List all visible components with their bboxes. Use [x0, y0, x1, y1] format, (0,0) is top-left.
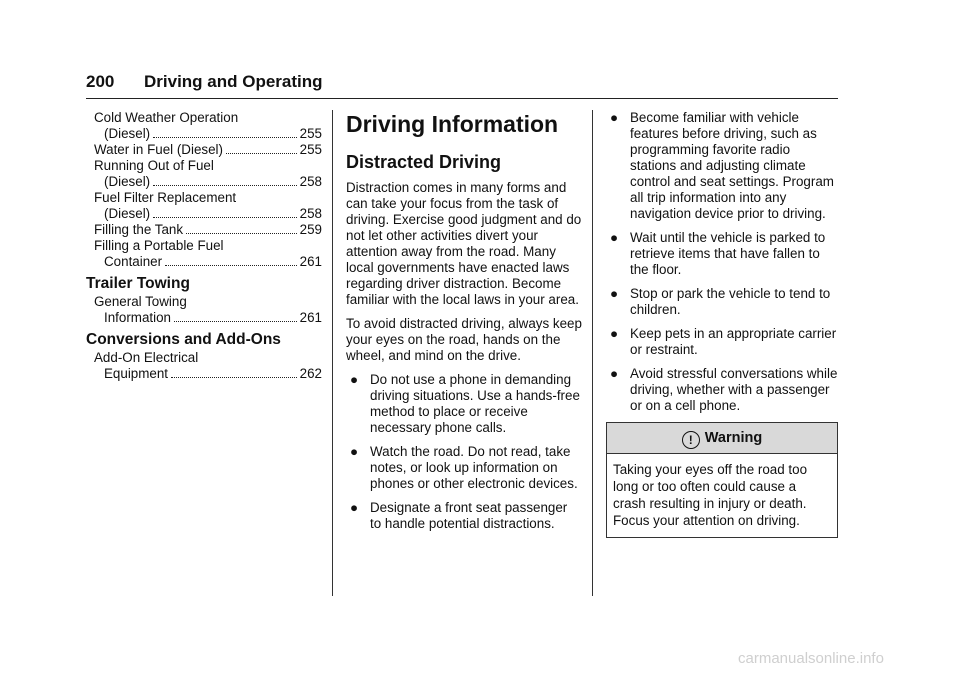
toc-column [86, 110, 322, 382]
toc-list [86, 350, 322, 382]
toc-entry-title: (Diesel) [104, 126, 151, 141]
bullet-text: Wait until the vehicle is parked to retrieve items that have fallen to the floor. [630, 230, 826, 277]
toc-entry-row [104, 254, 322, 270]
toc-entry-row [104, 206, 322, 222]
toc-heading-conversions: Conversions and Add-Ons [86, 331, 281, 348]
toc-entry-title: Water in Fuel (Diesel) [94, 142, 223, 157]
toc-entry-row [104, 126, 322, 142]
toc-entry-title: (Diesel) [104, 206, 151, 221]
toc-leader-dots [171, 377, 297, 378]
toc-page-number: 255 [299, 142, 322, 157]
toc-heading-trailer-towing: Trailer Towing [86, 275, 190, 292]
bullet-icon: ● [350, 500, 359, 515]
toc-page-number: 258 [299, 174, 322, 189]
warning-header [607, 423, 837, 454]
bullet-item [606, 366, 838, 414]
bullet-text: Designate a front seat passenger to handle potential distractions. [370, 500, 568, 531]
toc-entry-group [86, 350, 322, 382]
bullet-text: Keep pets in an appropriate carrier or restraint. [630, 326, 837, 357]
toc-page-number: 261 [299, 310, 322, 325]
toc-leader-dots [153, 185, 297, 186]
toc-entry-row [94, 142, 322, 158]
bullet-list [346, 372, 582, 532]
toc-entry-title: Filling the Tank [94, 222, 184, 237]
sub-heading: Distracted Driving [346, 152, 502, 172]
watermark: carmanualsonline.info [738, 650, 884, 667]
toc-entry-group [86, 222, 322, 238]
bullet-item [606, 230, 838, 278]
toc-page-number: 261 [299, 254, 322, 269]
toc-entry-group [86, 142, 322, 158]
toc-list [86, 294, 322, 326]
toc-leader-dots [226, 153, 297, 154]
toc-entry-title: Cold Weather Operation [94, 110, 239, 125]
body-paragraph: To avoid distracted driving, always keep your eyes on the road, hands on the wheel, and mind on the drive. [346, 316, 582, 363]
toc-page-number: 258 [299, 206, 322, 221]
bullet-icon: ● [610, 230, 619, 245]
warning-circle-icon: ! [682, 431, 700, 449]
toc-entry-title: Equipment [104, 366, 169, 381]
toc-entry-group [86, 238, 322, 270]
bullet-text: Become familiar with vehicle features before driving, such as programming favorite radio stations and adjusting climate control and seat settings. Program all trip information into any navigation device prior to driving. [630, 110, 834, 221]
main-heading: Driving Information [346, 111, 559, 137]
bullet-icon: ● [350, 372, 359, 387]
bullet-text: Do not use a phone in demanding driving situations. Use a hands-free method to place or receive necessary phone calls. [370, 372, 580, 435]
bullet-text: Avoid stressful conversations while driving, whether with a passenger or on a cell phone. [630, 366, 838, 413]
page-header [86, 70, 838, 98]
warning-body: Taking your eyes off the road too long or too often could cause a crash resulting in injury or death. Focus your attention on driving. [613, 462, 808, 528]
bullet-text: Watch the road. Do not read, take notes, or look up information on phones or other electronic devices. [370, 444, 578, 491]
warning-title: Warning [704, 430, 763, 446]
toc-entry-row [104, 310, 322, 326]
bullet-icon: ● [610, 110, 619, 125]
bullet-icon: ● [610, 366, 619, 381]
bullet-item [346, 372, 582, 436]
bullet-list [606, 110, 838, 414]
toc-entry-title: Filling a Portable Fuel [94, 238, 224, 253]
toc-entry-title: Fuel Filter Replacement [94, 190, 237, 205]
bullet-icon: ● [350, 444, 359, 459]
article-column-right [606, 110, 838, 538]
bullet-text: Stop or park the vehicle to tend to children. [630, 286, 831, 317]
toc-entry-title: (Diesel) [104, 174, 151, 189]
bullet-item [346, 444, 582, 492]
toc-entry-title: General Towing [94, 294, 187, 309]
bullet-item [606, 326, 838, 358]
toc-entry-title: Container [104, 254, 163, 269]
header-rule [86, 98, 838, 99]
section-title: Driving and Operating [144, 72, 323, 91]
toc-leader-dots [153, 217, 297, 218]
toc-page-number: 255 [299, 126, 322, 141]
column-divider [332, 110, 333, 596]
article-column-middle [346, 110, 582, 540]
bullet-icon: ● [610, 326, 619, 341]
bullet-item [346, 500, 582, 532]
toc-leader-dots [186, 233, 297, 234]
toc-leader-dots [165, 265, 297, 266]
warning-box [606, 422, 838, 538]
toc-entry-title: Add-On Electrical [94, 350, 199, 365]
toc-entry-group [86, 110, 322, 142]
toc-leader-dots [174, 321, 297, 322]
toc-entry-group [86, 190, 322, 222]
toc-page-number: 262 [299, 366, 322, 381]
bullet-item [606, 286, 838, 318]
toc-list [86, 110, 322, 270]
toc-entry-row [94, 222, 322, 238]
toc-leader-dots [153, 137, 297, 138]
toc-entry-title: Information [104, 310, 171, 325]
toc-page-number: 259 [299, 222, 322, 237]
body-paragraph: Distraction comes in many forms and can take your focus from the task of driving. Exercise good judgment and do not let other activities divert your attention away from the road. Many local governments have enacted laws regarding driver distraction. Become familiar with the local laws in your area. [346, 180, 582, 307]
toc-entry-title: Running Out of Fuel [94, 158, 214, 173]
bullet-item [606, 110, 838, 222]
toc-entry-row [104, 174, 322, 190]
bullet-icon: ● [610, 286, 619, 301]
column-divider [592, 110, 593, 596]
toc-entry-group [86, 158, 322, 190]
toc-entry-row [104, 366, 322, 382]
page-number: 200 [86, 72, 115, 91]
toc-entry-group [86, 294, 322, 326]
